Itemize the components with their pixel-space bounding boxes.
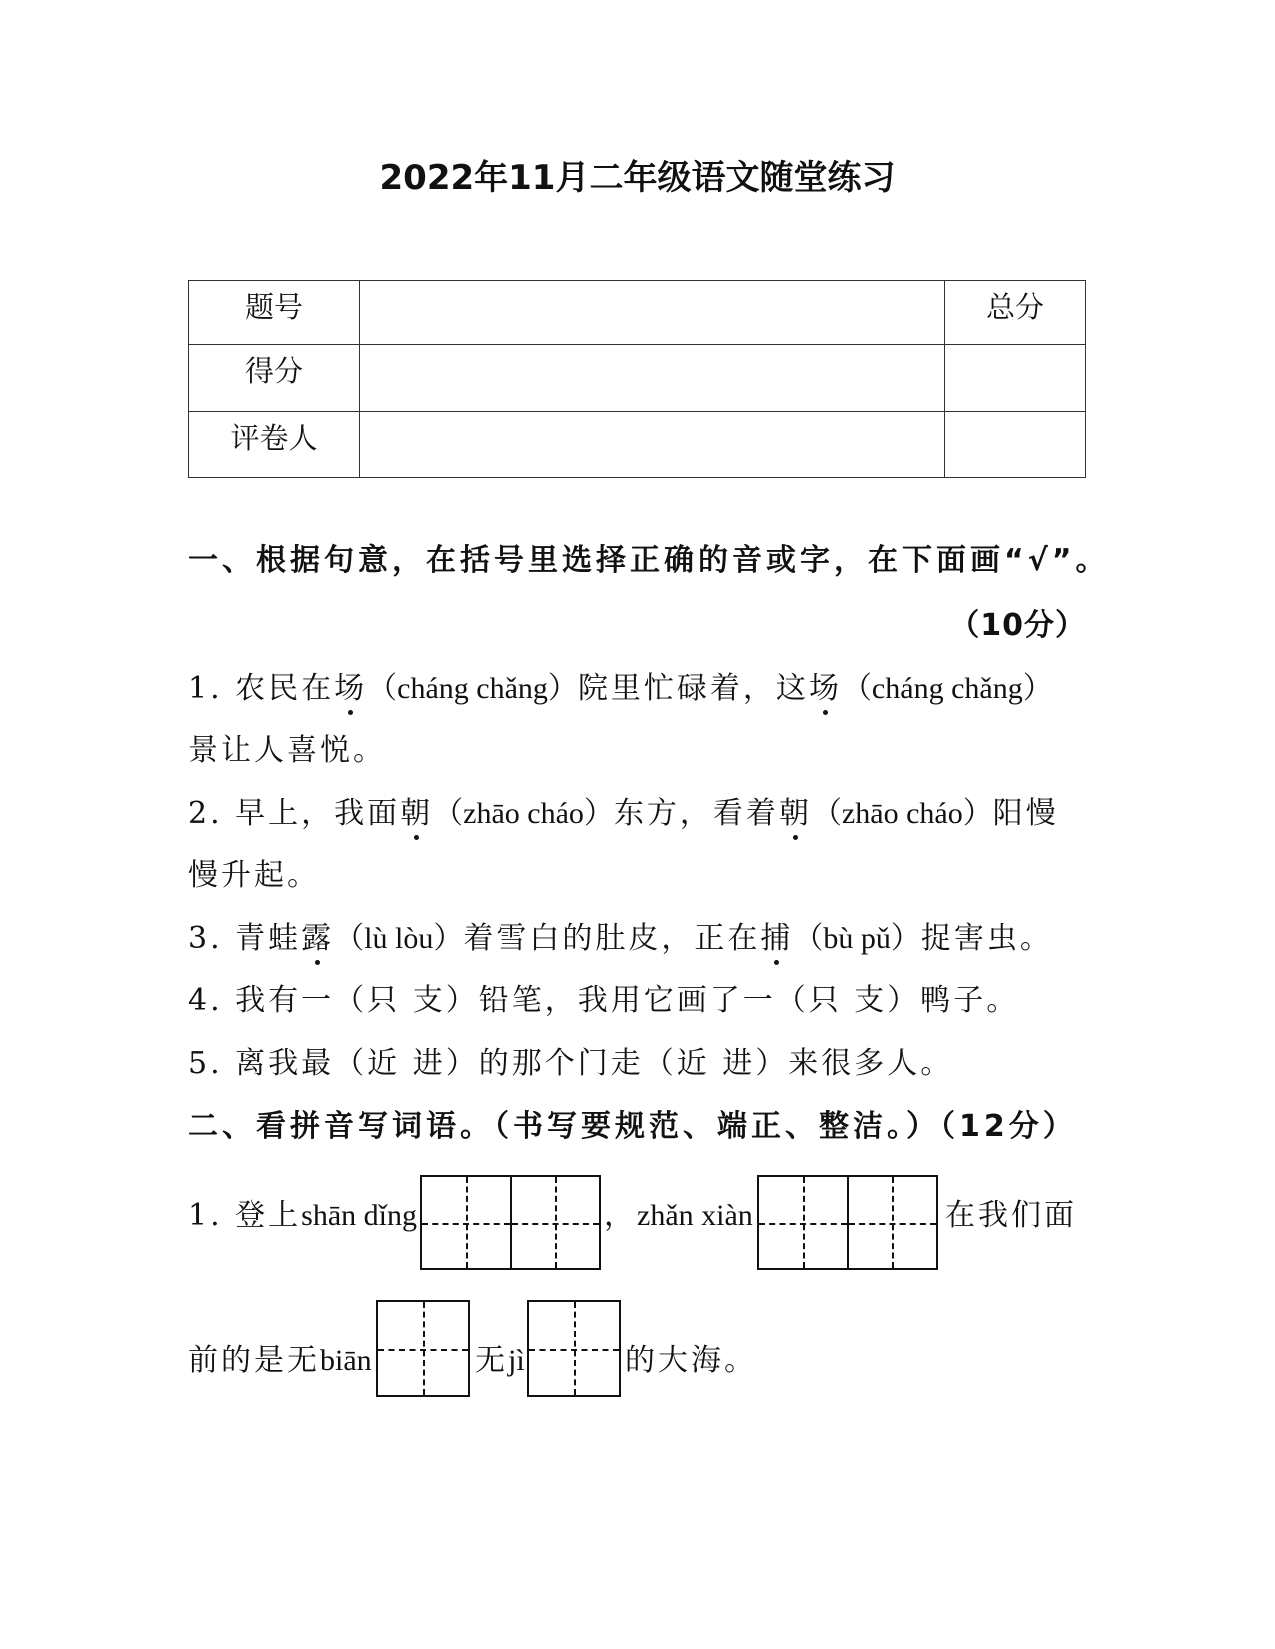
writing-grid[interactable] [527, 1300, 621, 1397]
question-1-1 [188, 663, 1053, 707]
writing-grid[interactable] [420, 1175, 601, 1270]
question-1-3 [188, 913, 1053, 957]
dotted-char: 场 [334, 663, 367, 707]
dotted-char: 朝 [779, 788, 812, 832]
question-text: 前的是无 [188, 1343, 320, 1378]
pinyin-options: （bù pǔ） [793, 922, 921, 955]
pinyin-options: （cháng chǎng） [367, 672, 578, 705]
score-table-cell [360, 411, 945, 477]
question-2-1-text-b [604, 1190, 753, 1234]
score-table-label: 得分 [189, 345, 360, 411]
question-text: 无 [475, 1343, 508, 1378]
pinyin: biān [320, 1344, 372, 1377]
punctuation: ， [604, 1198, 637, 1233]
score-table-cell [360, 345, 945, 411]
question-2-1-text-e [475, 1335, 525, 1379]
pinyin: zhǎn xiàn [637, 1199, 753, 1232]
question-text: 1. 登上 [188, 1198, 302, 1233]
question-text: 2. 早上，我面 [188, 796, 401, 831]
writing-cell[interactable] [759, 1177, 847, 1268]
writing-cell[interactable] [529, 1302, 619, 1395]
question-text: 捉害虫。 [920, 921, 1053, 956]
page-title: 2022年11月二年级语文随堂练习 [379, 158, 896, 198]
question-text: 院里忙碌着，这 [577, 671, 809, 706]
question-text: 着雪白的肚皮，正在 [463, 921, 761, 956]
writing-cell[interactable] [847, 1177, 937, 1268]
writing-grid[interactable] [757, 1175, 938, 1270]
score-table-label: 评卷人 [189, 411, 360, 477]
question-1-4: 4. 我有一（只 支）铅笔，我用它画了一（只 支）鸭子。 [188, 983, 1020, 1018]
pinyin-options: （zhāo cháo） [811, 797, 993, 830]
question-1-1-cont: 景让人喜悦。 [188, 733, 386, 768]
dotted-char: 朝 [400, 788, 433, 832]
question-1-2-cont: 慢升起。 [188, 858, 320, 893]
writing-grid[interactable] [376, 1300, 470, 1397]
question-2-1-text-c: 在我们面 [945, 1198, 1077, 1233]
score-table-cell [360, 281, 945, 345]
question-1-2 [188, 788, 1059, 832]
section2-heading: 二、看拼音写词语。（书写要规范、端正、整洁。）（12分） [188, 1109, 1077, 1144]
writing-cell[interactable] [510, 1177, 600, 1268]
question-2-1-text-f: 的大海。 [625, 1343, 757, 1378]
dotted-char: 场 [809, 663, 842, 707]
question-text: 1. 农民在 [188, 671, 335, 706]
dotted-char: 捕 [760, 913, 793, 957]
question-2-1-text-d [188, 1335, 372, 1379]
score-table-label: 题号 [189, 281, 360, 345]
question-2-1-text-a [188, 1190, 417, 1234]
pinyin-options: （zhāo cháo） [433, 797, 614, 830]
writing-cell[interactable] [378, 1302, 468, 1395]
writing-cell[interactable] [422, 1177, 510, 1268]
question-text: 阳慢 [992, 796, 1059, 831]
section1-heading: 一、根据句意，在括号里选择正确的音或字，在下面画“√”。 [188, 543, 1110, 578]
score-table [188, 280, 1086, 478]
question-1-5: 5. 离我最（近 进）的那个门走（近 进）来很多人。 [188, 1046, 954, 1081]
pinyin-options: （lù lòu） [334, 922, 464, 955]
question-text: 3. 青蛙 [188, 921, 302, 956]
score-table-cell [945, 411, 1086, 477]
score-table-total-label: 总分 [945, 281, 1086, 345]
dotted-char: 露 [301, 913, 334, 957]
pinyin: shān dǐng [301, 1199, 417, 1232]
pinyin: jì [508, 1344, 525, 1377]
section1-points: （10分） [949, 608, 1086, 643]
score-table-cell [945, 345, 1086, 411]
pinyin-options: （cháng chǎng） [841, 672, 1053, 705]
question-text: 东方，看着 [613, 796, 779, 831]
